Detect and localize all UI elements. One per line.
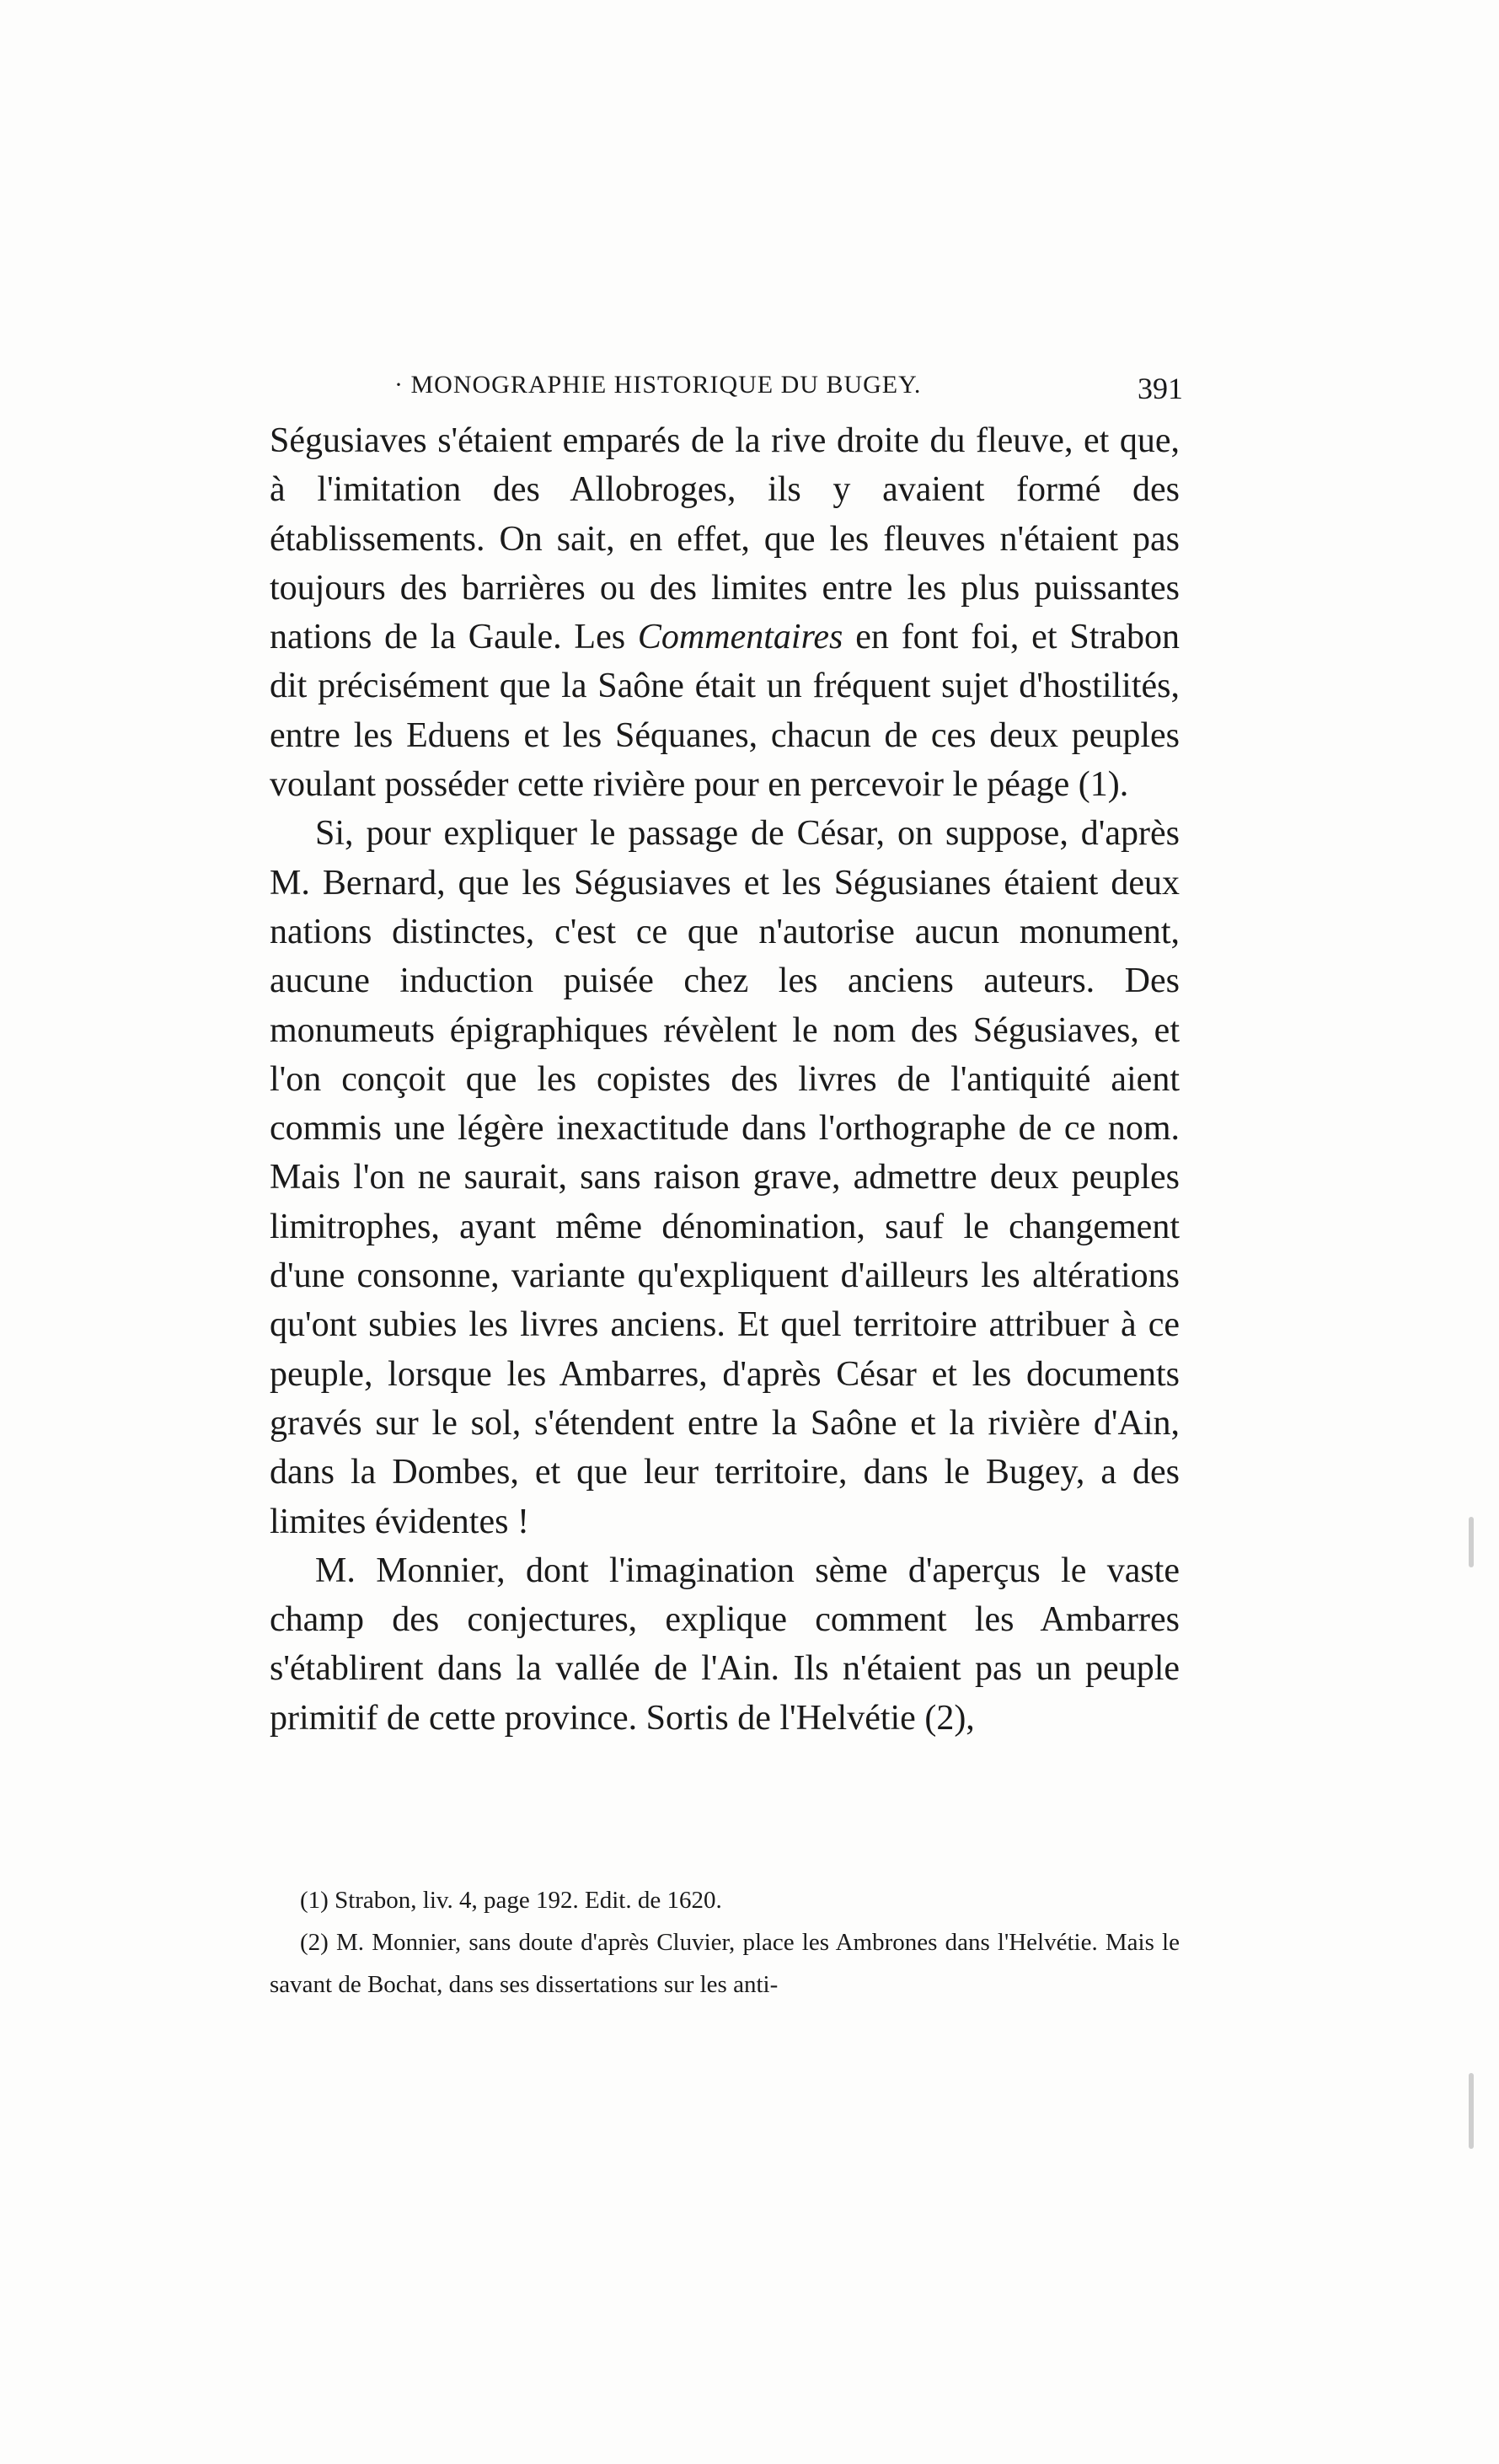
running-title: · MONOGRAPHIE HISTORIQUE DU BUGEY. xyxy=(394,371,922,399)
running-header xyxy=(394,371,1183,410)
page-edge-mark xyxy=(1469,2073,1474,2149)
footnote: (1) Strabon, liv. 4, page 192. Edit. de 1620. xyxy=(300,1887,722,1914)
footnote: (2) M. Monnier, sans doute d'après Cluvier, place les Ambrones dans l'Helvétie. Mais le savant de Bochat, dans ses dissertations sur les anti- xyxy=(270,1929,1180,1998)
paragraph-text: en font foi, et Strabon dit précisément que la Saône était un fréquent sujet d'hostilités, entre les Eduens et les Séquanes, chacun de ces deux peuples voulant posséder cette rivière pour en percevoir le péage (1). xyxy=(270,618,1180,805)
italic-title: Commentaires xyxy=(637,618,843,657)
main-text xyxy=(270,416,1180,1743)
paragraph: M. Monnier, dont l'imagination sème d'aperçus le vaste champ des conjectures, explique comment les Ambarres s'établirent dans la vallée de l'Ain. Ils n'étaient pas un peuple primitif de cette province. Sortis de l'Helvétie (2), xyxy=(270,1551,1180,1738)
paragraph: Si, pour expliquer le passage de César, on suppose, d'après M. Bernard, que les Ségusiaves et les Ségusianes étaient deux nations distinctes, c'est ce que n'autorise aucun monument, aucune induction puisée chez les anciens auteurs. Des monumeuts épigraphiques révèlent le nom des Ségusiaves, et l'on conçoit que les copistes des livres de l'antiquité aient commis une légère inexactitude dans l'orthographe de ce nom. Mais l'on ne saurait, sans raison grave, admettre deux peuples limitrophes, ayant même dénomination, sauf le changement d'une consonne, variante qu'expliquent d'ailleurs les altérations qu'ont subies les livres anciens. Et quel territoire attribuer à ce peuple, lorsque les Ambarres, d'après César et les documents gravés sur le sol, s'étendent entre la Saône et la rivière d'Ain, dans la Dombes, et que leur territoire, dans le Bugey, a des limites évidentes ! xyxy=(270,814,1180,1541)
page-number: 391 xyxy=(1138,372,1183,405)
page-edge-mark xyxy=(1469,1517,1474,1567)
paragraph-text: Ségusiaves s'étaient emparés de la rive droite du fleuve, et que, à l'imitation des Allobroges, ils y avaient formé des établissements. On sait, en effet, que les fleuves n'étaient pas toujours des barrières ou des limites entre les plus puissantes nations de la Gaule. Les xyxy=(270,421,1180,657)
paragraph xyxy=(270,416,1180,809)
footnotes xyxy=(270,1879,1180,2006)
